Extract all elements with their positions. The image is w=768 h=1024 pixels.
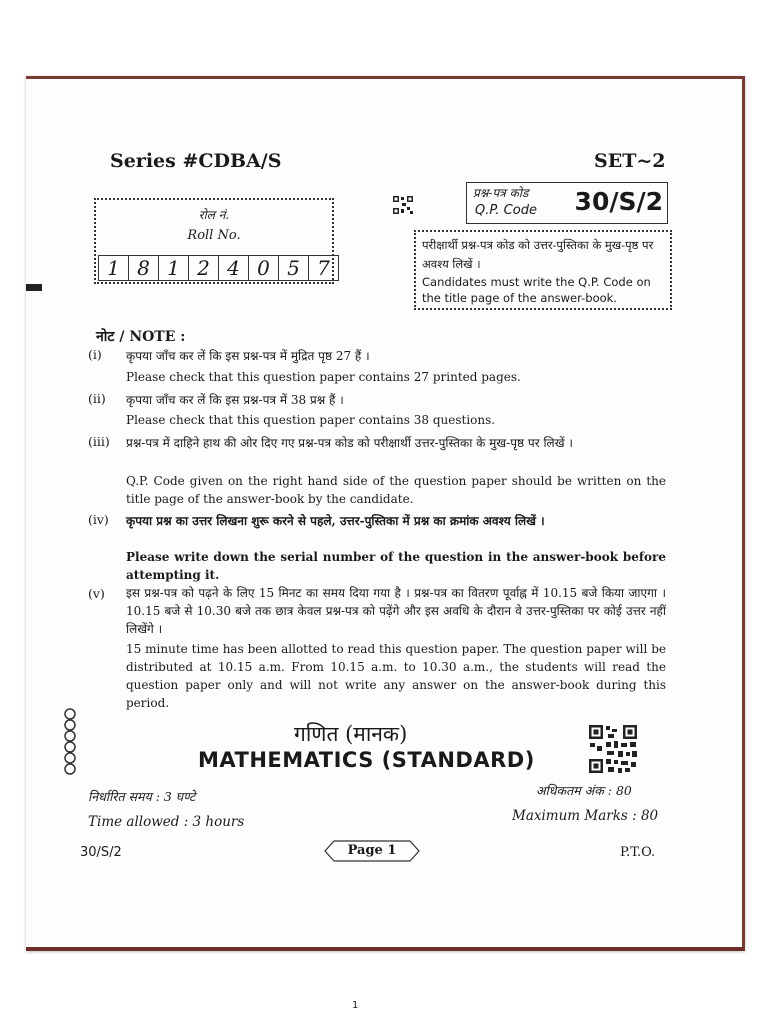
note-heading: नोट / NOTE :: [96, 329, 186, 345]
candidate-instruction-hindi: परीक्षार्थी प्रश्न-पत्र कोड को उत्तर-पुस्तिका के मुख-पृष्ठ पर अवश्य लिखें ।: [422, 238, 654, 271]
time-allowed: Time allowed : 3 hours: [88, 814, 245, 830]
roll-digit: 4: [218, 255, 249, 281]
qp-code-label-hindi: प्रश्न-पत्र कोड: [473, 186, 529, 200]
footer-qp-code: 30/S/2: [80, 845, 122, 860]
note-item-english: Q.P. Code given on the right hand side of the question paper should be written on the title page of the answer-book by the candidate.: [126, 474, 666, 506]
time-allowed-hindi: निर्धारित समय : 3 घण्टे: [88, 789, 196, 804]
set-label: SET~2: [594, 150, 666, 172]
note-item-english: 15 minute time has been allotted to read this question paper. The question paper will be distributed at 10.15 a.m. From 10.15 a.m. to 10.30 a.m., the students will read the question paper only and will not write any answer on the answer-book during this period.: [126, 642, 666, 710]
qp-code-label: Q.P. Code: [475, 203, 537, 218]
maximum-marks-hindi: अधिकतम अंक : 80: [536, 783, 632, 798]
roll-label: Roll No.: [187, 228, 241, 243]
note-item-number: (i): [88, 347, 102, 362]
note-item-number: (iii): [88, 434, 110, 449]
roll-digit: 1: [158, 255, 189, 281]
pto-label: P.T.O.: [620, 845, 656, 860]
candidate-instruction-box: [414, 230, 672, 310]
series-label: Series #CDBA/S: [110, 150, 282, 172]
side-circle-marks: [63, 708, 77, 778]
page-number: Page 1: [347, 843, 397, 858]
note-item-english: Please check that this question paper contains 27 printed pages.: [126, 370, 521, 384]
subject-title: MATHEMATICS (STANDARD): [198, 748, 535, 772]
edge-mark: [26, 284, 42, 291]
note-item-hindi: इस प्रश्न-पत्र को पढ़ने के लिए 15 मिनट का समय दिया गया है । प्रश्न-पत्र का वितरण पूर्वाह्न में 10.15 बजे किया जाएगा । 10.15 बजे से 10.30 बजे तक छात्र केवल प्रश्न-पत्र को पढ़ेंगे और इस अवधि के दौरान वे उत्तर-पुस्तिका पर कोई उत्तर नहीं लिखेंगे ।: [126, 586, 666, 636]
roll-digit: 2: [188, 255, 219, 281]
note-item-hindi: कृपया जाँच कर लें कि इस प्रश्न-पत्र में मुद्रित पृष्ठ 27 हैं ।: [126, 349, 370, 363]
maximum-marks: Maximum Marks : 80: [512, 808, 659, 824]
qp-code-value: 30/S/2: [574, 187, 663, 216]
qr-code-icon: [588, 724, 638, 774]
bottom-page-number: 1: [352, 1000, 359, 1011]
subject-title-hindi: गणित (मानक): [294, 722, 408, 746]
roll-number-digits: [98, 255, 338, 281]
qp-code-box: [466, 182, 668, 224]
note-item-english: Please write down the serial number of the question in the answer-book before attempting it.: [126, 550, 666, 582]
note-item-number: (v): [88, 586, 105, 601]
roll-digit: 8: [128, 255, 159, 281]
note-item-number: (ii): [88, 391, 106, 406]
candidate-instruction: Candidates must write the Q.P. Code on the title page of the answer-book.: [422, 275, 651, 305]
roll-digit: 0: [248, 255, 279, 281]
roll-label-hindi: रोल नं.: [198, 208, 230, 222]
note-item-english: Please check that this question paper contains 38 questions.: [126, 413, 496, 427]
note-item-hindi: कृपया जाँच कर लें कि इस प्रश्न-पत्र में 38 प्रश्न हैं ।: [126, 393, 344, 407]
roll-digit: 5: [278, 255, 309, 281]
page-number-label: [324, 840, 420, 862]
note-item-hindi: प्रश्न-पत्र में दाहिने हाथ की ओर दिए गए प्रश्न-पत्र कोड को परीक्षार्थी उत्तर-पुस्तिका के मुख-पृष्ठ पर लिखें ।: [126, 436, 573, 450]
roll-digit: 1: [98, 255, 129, 281]
small-qr-code-icon: [392, 195, 414, 215]
roll-digit: 7: [308, 255, 339, 281]
roll-number-box: [94, 198, 334, 284]
note-item-hindi: कृपया प्रश्न का उत्तर लिखना शुरू करने से पहले, उत्तर-पुस्तिका में प्रश्न का क्रमांक अवश्य लिखें ।: [126, 514, 545, 528]
note-item-number: (iv): [88, 512, 109, 527]
